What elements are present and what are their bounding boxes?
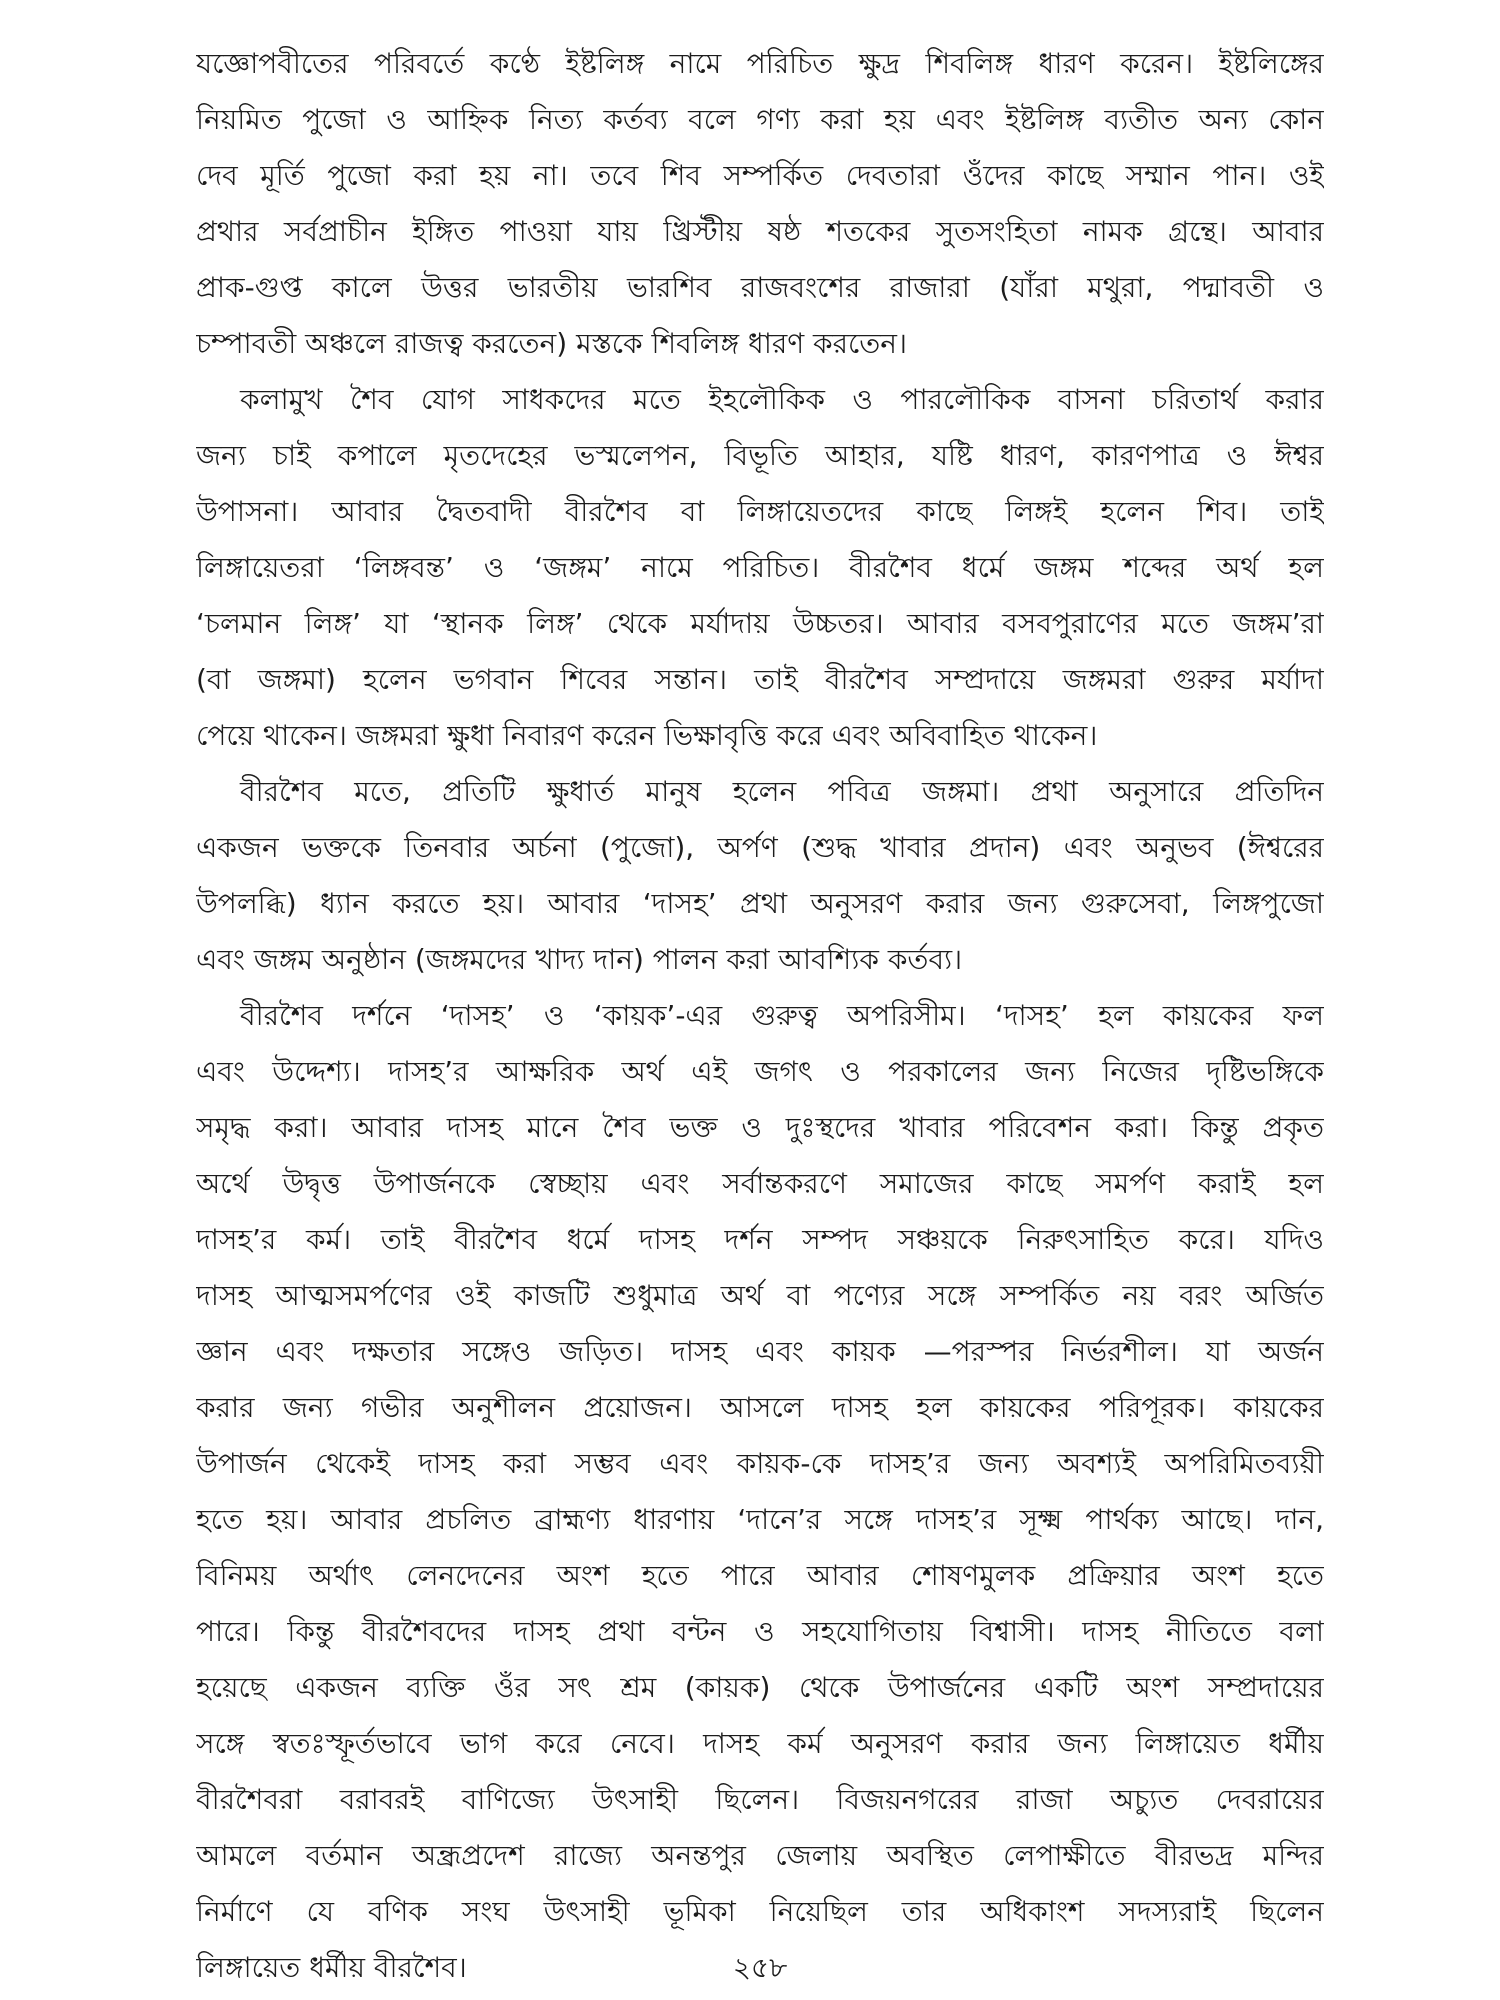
text-line: প্রাক-গুপ্ত কালে উত্তর ভারতীয় ভারশিব রাজবংশের রাজারা (যাঁরা মথুরা, পদ্মাবতী ও bbox=[196, 271, 1324, 304]
text-line: বিনিময় অর্থাৎ লেনদেনের অংশ হতে পারে আবার শোষণমুলক প্রক্রিয়ার অংশ হতে bbox=[196, 1559, 1324, 1592]
text-line: জন্য চাই কপালে মৃতদেহের ভস্মলেপন, বিভূতি আহার, যষ্টি ধারণ, কারণপাত্র ও ঈশ্বর bbox=[196, 439, 1324, 472]
text-line: আমলে বর্তমান অন্ধ্রপ্রদেশ রাজ্যে অনন্তপুর জেলায় অবস্থিত লেপাক্ষীতে বীরভদ্র মন্দির bbox=[196, 1839, 1324, 1872]
text-line: উপলব্ধি) ধ্যান করতে হয়। আবার ‘দাসহ’ প্রথা অনুসরণ করার জন্য গুরুসেবা, লিঙ্গপুজো bbox=[196, 887, 1324, 920]
text-line: বীরশৈবরা বরাবরই বাণিজ্যে উৎসাহী ছিলেন। বিজয়নগরের রাজা অচ্যুত দেবরায়ের bbox=[196, 1783, 1324, 1816]
text-line: নির্মাণে যে বণিক সংঘ উৎসাহী ভূমিকা নিয়েছিল তার অধিকাংশ সদস্যরাই ছিলেন bbox=[196, 1895, 1324, 1928]
text-line: চম্পাবতী অঞ্চলে রাজত্ব করতেন) মস্তকে শিবলিঙ্গ ধারণ করতেন। bbox=[196, 327, 908, 360]
text-line: একজন ভক্তকে তিনবার অর্চনা (পুজো), অর্পণ (শুদ্ধ খাবার প্রদান) এবং অনুভব (ঈশ্বরের bbox=[196, 831, 1324, 864]
text-line: সমৃদ্ধ করা। আবার দাসহ মানে শৈব ভক্ত ও দুঃস্থদের খাবার পরিবেশন করা। কিন্তু প্রকৃত bbox=[196, 1111, 1324, 1144]
text-line: কলামুখ শৈব যোগ সাধকদের মতে ইহলৌকিক ও পারলৌকিক বাসনা চরিতার্থ করার bbox=[240, 383, 1324, 416]
text-line: (বা জঙ্গমা) হলেন ভগবান শিবের সন্তান। তাই বীরশৈব সম্প্রদায়ে জঙ্গমরা গুরুর মর্যাদা bbox=[196, 663, 1324, 696]
book-page bbox=[196, 36, 1324, 1984]
text-line: সঙ্গে স্বতঃস্ফূর্তভাবে ভাগ করে নেবে। দাসহ কর্ম অনুসরণ করার জন্য লিঙ্গায়েত ধর্মীয় bbox=[196, 1727, 1324, 1760]
text-line: বীরশৈব মতে, প্রতিটি ক্ষুধার্ত মানুষ হলেন পবিত্র জঙ্গমা। প্রথা অনুসারে প্রতিদিন bbox=[240, 775, 1324, 808]
text-line: পারে। কিন্তু বীরশৈবদের দাসহ প্রথা বন্টন ও সহযোগিতায় বিশ্বাসী। দাসহ নীতিতে বলা bbox=[196, 1615, 1324, 1648]
text-line: প্রথার সর্বপ্রাচীন ইঙ্গিত পাওয়া যায় খ্রিস্টীয় ষষ্ঠ শতকের সুতসংহিতা নামক গ্রন্থে। আবার bbox=[196, 215, 1324, 248]
text-line: পেয়ে থাকেন। জঙ্গমরা ক্ষুধা নিবারণ করেন ভিক্ষাবৃত্তি করে এবং অবিবাহিত থাকেন। bbox=[196, 719, 1098, 752]
text-line: দেব মূর্তি পুজো করা হয় না। তবে শিব সম্পর্কিত দেবতারা ওঁদের কাছে সম্মান পান। ওই bbox=[196, 159, 1324, 192]
text-line: দাসহ’র কর্ম। তাই বীরশৈব ধর্মে দাসহ দর্শন সম্পদ সঞ্চয়কে নিরুৎসাহিত করে। যদিও bbox=[196, 1223, 1324, 1256]
text-line: ‘চলমান লিঙ্গ’ যা ‘স্থানক লিঙ্গ’ থেকে মর্যাদায় উচ্চতর। আবার বসবপুরাণের মতে জঙ্গম’রা bbox=[196, 607, 1324, 640]
text-line: অর্থে উদ্বৃত্ত উপার্জনকে স্বেচ্ছায় এবং সর্বান্তকরণে সমাজের কাছে সমর্পণ করাই হল bbox=[196, 1167, 1324, 1200]
text-line: হয়েছে একজন ব্যক্তি ওঁর সৎ শ্রম (কায়ক) থেকে উপার্জনের একটি অংশ সম্প্রদায়ের bbox=[196, 1671, 1324, 1704]
text-line: লিঙ্গায়েতরা ‘লিঙ্গবন্ত’ ও ‘জঙ্গম’ নামে পরিচিত। বীরশৈব ধর্মে জঙ্গম শব্দের অর্থ হল bbox=[196, 551, 1324, 584]
text-line: এবং উদ্দেশ্য। দাসহ’র আক্ষরিক অর্থ এই জগৎ ও পরকালের জন্য নিজের দৃষ্টিভঙ্গিকে bbox=[196, 1055, 1324, 1088]
text-line: লিঙ্গায়েত ধর্মীয় বীরশৈব। bbox=[196, 1951, 467, 1984]
text-line: এবং জঙ্গম অনুষ্ঠান (জঙ্গমদের খাদ্য দান) পালন করা আবশ্যিক কর্তব্য। bbox=[196, 943, 963, 976]
text-line: নিয়মিত পুজো ও আহ্নিক নিত্য কর্তব্য বলে গণ্য করা হয় এবং ইষ্টলিঙ্গ ব্যতীত অন্য কোন bbox=[196, 103, 1324, 136]
text-line: যজ্ঞোপবীতের পরিবর্তে কণ্ঠে ইষ্টলিঙ্গ নামে পরিচিত ক্ষুদ্র শিবলিঙ্গ ধারণ করেন। ইষ্টলিঙ্গের bbox=[196, 47, 1324, 80]
text-line: হতে হয়। আবার প্রচলিত ব্রাহ্মণ্য ধারণায় ‘দানে’র সঙ্গে দাসহ’র সূক্ষ্ম পার্থক্য আছে। দান, bbox=[196, 1503, 1324, 1536]
text-line: করার জন্য গভীর অনুশীলন প্রয়োজন। আসলে দাসহ হল কায়কের পরিপূরক। কায়কের bbox=[196, 1391, 1324, 1424]
text-line: বীরশৈব দর্শনে ‘দাসহ’ ও ‘কায়ক’-এর গুরুত্ব অপরিসীম। ‘দাসহ’ হল কায়কের ফল bbox=[240, 999, 1324, 1032]
text-line: জ্ঞান এবং দক্ষতার সঙ্গেও জড়িত। দাসহ এবং কায়ক —পরস্পর নির্ভরশীল। যা অর্জন bbox=[196, 1335, 1324, 1368]
text-line: উপার্জন থেকেই দাসহ করা সম্ভব এবং কায়ক-কে দাসহ’র জন্য অবশ্যই অপরিমিতব্যয়ী bbox=[196, 1447, 1324, 1480]
text-line: উপাসনা। আবার দ্বৈতবাদী বীরশৈব বা লিঙ্গায়েতদের কাছে লিঙ্গই হলেন শিব। তাই bbox=[196, 495, 1324, 528]
page-number: ২৫৮ bbox=[732, 1951, 788, 1984]
text-line: দাসহ আত্মসমর্পণের ওই কাজটি শুধুমাত্র অর্থ বা পণ্যের সঙ্গে সম্পর্কিত নয় বরং অর্জিত bbox=[196, 1279, 1324, 1312]
